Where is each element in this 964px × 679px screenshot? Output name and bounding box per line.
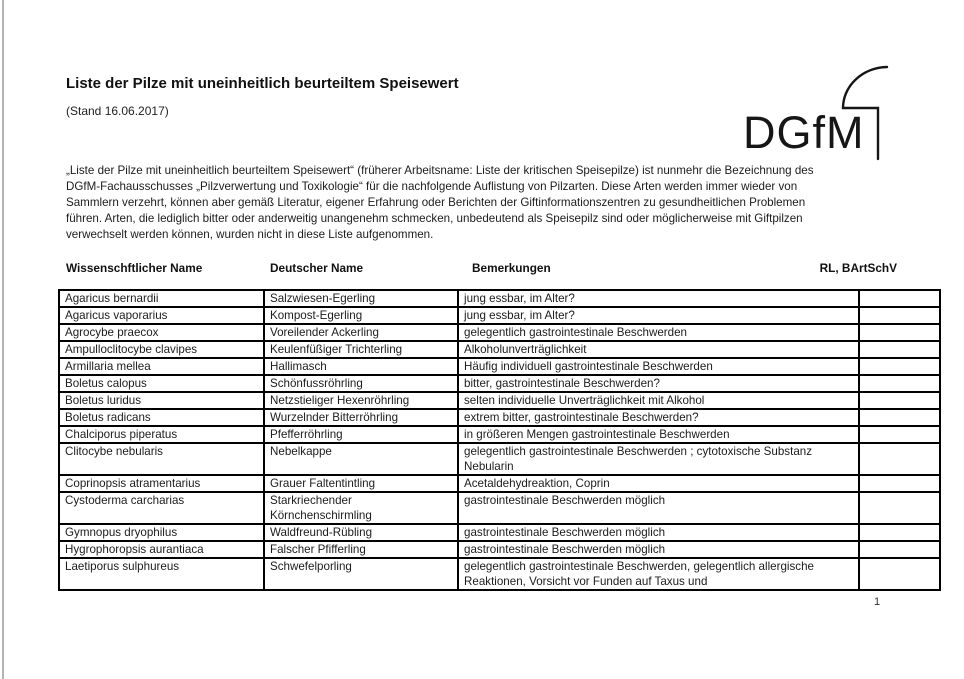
dgfm-logo: [743, 60, 903, 162]
table-cell: Salzwiesen-Egerling: [264, 290, 458, 307]
table-cell: Nebelkappe: [264, 443, 458, 475]
table-cell: [859, 290, 940, 307]
table-row: [59, 541, 940, 558]
table-cell: gastrointestinale Beschwerden möglich: [458, 492, 859, 524]
table-cell: gastrointestinale Beschwerden möglich: [458, 541, 859, 558]
table-cell: [859, 443, 940, 475]
table-cell: Falscher Pfifferling: [264, 541, 458, 558]
table-cell: [859, 475, 940, 492]
table-cell: Wurzelnder Bitterröhrling: [264, 409, 458, 426]
table-cell: Laetiporus sulphureus: [59, 558, 264, 590]
page-edge-line: [2, 0, 4, 679]
table-cell: [859, 358, 940, 375]
table-cell: Cystoderma carcharias: [59, 492, 264, 524]
table-row: [59, 426, 940, 443]
table-row: [59, 341, 940, 358]
table-row: [59, 392, 940, 409]
table-cell: gelegentlich gastrointestinale Beschwerden, gelegentlich allergische Reaktionen, Vorsicht vor Funden auf Taxus und: [458, 558, 859, 590]
table-cell: [859, 341, 940, 358]
table-cell: Waldfreund-Rübling: [264, 524, 458, 541]
column-header-rl-bartschv: RL, BArtSchV: [819, 261, 897, 275]
table-cell: jung essbar, im Alter?: [458, 290, 859, 307]
table-cell: Hygrophoropsis aurantiaca: [59, 541, 264, 558]
table-cell: Acetaldehydreaktion, Coprin: [458, 475, 859, 492]
intro-paragraph: [66, 163, 814, 243]
table-cell: [859, 307, 940, 324]
table-cell: Boletus luridus: [59, 392, 264, 409]
page-number: 1: [874, 596, 881, 608]
table-row: [59, 524, 940, 541]
table-cell: Starkriechender Körnchenschirmling: [264, 492, 458, 524]
table-cell: extrem bitter, gastrointestinale Beschwerden?: [458, 409, 859, 426]
species-table: [58, 289, 941, 591]
table-cell: Boletus calopus: [59, 375, 264, 392]
table-cell: Netzstieliger Hexenröhrling: [264, 392, 458, 409]
page-title: Liste der Pilze mit uneinheitlich beurteiltem Speisewert: [66, 75, 459, 92]
table-cell: Alkoholunverträglichkeit: [458, 341, 859, 358]
table-cell: gastrointestinale Beschwerden möglich: [458, 524, 859, 541]
table-cell: selten individuelle Unverträglichkeit mit Alkohol: [458, 392, 859, 409]
table-cell: [859, 375, 940, 392]
table-cell: Kompost-Egerling: [264, 307, 458, 324]
table-cell: Armillaria mellea: [59, 358, 264, 375]
table-cell: Clitocybe nebularis: [59, 443, 264, 475]
table-cell: [859, 541, 940, 558]
table-row: [59, 558, 940, 590]
table-cell: Boletus radicans: [59, 409, 264, 426]
column-header-german-name: Deutscher Name: [270, 261, 364, 275]
intro-line: Sammlern verzehrt, können aber gemäß Literatur, eigener Erfahrung oder Berichten der Giftinformationszentren zu gesundheitlichen Problemen: [66, 196, 806, 209]
table-cell: Schönfussröhrling: [264, 375, 458, 392]
date-line: (Stand 16.06.2017): [66, 104, 169, 118]
table-cell: Agaricus vaporarius: [59, 307, 264, 324]
table-cell: Ampulloclitocybe clavipes: [59, 341, 264, 358]
table-cell: [859, 324, 940, 341]
table-cell: Hallimasch: [264, 358, 458, 375]
table-row: [59, 290, 940, 307]
table-cell: jung essbar, im Alter?: [458, 307, 859, 324]
intro-line: DGfM-Fachausschusses „Pilzverwertung und Toxikologie“ für die nachfolgende Auflistung von Pilzarten. Diese Arten werden immer wieder von: [66, 180, 798, 193]
table-row: [59, 443, 940, 475]
table-row: [59, 475, 940, 492]
table-cell: Agrocybe praecox: [59, 324, 264, 341]
table-row: [59, 492, 940, 524]
table-cell: gelegentlich gastrointestinale Beschwerden ; cytotoxische Substanz Nebularin: [458, 443, 859, 475]
table-cell: Keulenfüßiger Trichterling: [264, 341, 458, 358]
table-row: [59, 375, 940, 392]
table-cell: [859, 524, 940, 541]
table-cell: bitter, gastrointestinale Beschwerden?: [458, 375, 859, 392]
table-row: [59, 358, 940, 375]
table-cell: [859, 492, 940, 524]
table-cell: Häufig individuell gastrointestinale Beschwerden: [458, 358, 859, 375]
logo-text: DGfM: [743, 107, 865, 158]
table-cell: Grauer Faltentintling: [264, 475, 458, 492]
intro-line: führen. Arten, die lediglich bitter oder anderweitig unangenehm schmecken, unbedeutend als Speisepilz sind oder möglicherweise mit Giftpilzen: [66, 212, 803, 225]
table-cell: Pfefferröhrling: [264, 426, 458, 443]
table-cell: [859, 392, 940, 409]
column-header-remarks: Bemerkungen: [472, 261, 551, 275]
table-column-headers: [58, 261, 897, 277]
table-cell: Chalciporus piperatus: [59, 426, 264, 443]
column-header-scientific-name: Wissenschftlicher Name: [66, 261, 203, 275]
table-cell: Coprinopsis atramentarius: [59, 475, 264, 492]
table-row: [59, 324, 940, 341]
table-cell: [859, 409, 940, 426]
table-cell: in größeren Mengen gastrointestinale Beschwerden: [458, 426, 859, 443]
table-cell: gelegentlich gastrointestinale Beschwerden: [458, 324, 859, 341]
intro-line: „Liste der Pilze mit uneinheitlich beurteiltem Speisewert“ (früherer Arbeitsname: Liste der kritischen Speisepilze) ist nunmehr die Bezeichnung des: [66, 164, 814, 177]
table-cell: [859, 426, 940, 443]
table-cell: [859, 558, 940, 590]
table-cell: Gymnopus dryophilus: [59, 524, 264, 541]
table-cell: Voreilender Ackerling: [264, 324, 458, 341]
table-row: [59, 409, 940, 426]
table-row: [59, 307, 940, 324]
table-body: [59, 290, 940, 590]
table-cell: Agaricus bernardii: [59, 290, 264, 307]
table-cell: Schwefelporling: [264, 558, 458, 590]
intro-line: verwechselt werden können, wurden nicht in diese Liste aufgenommen.: [66, 228, 434, 241]
